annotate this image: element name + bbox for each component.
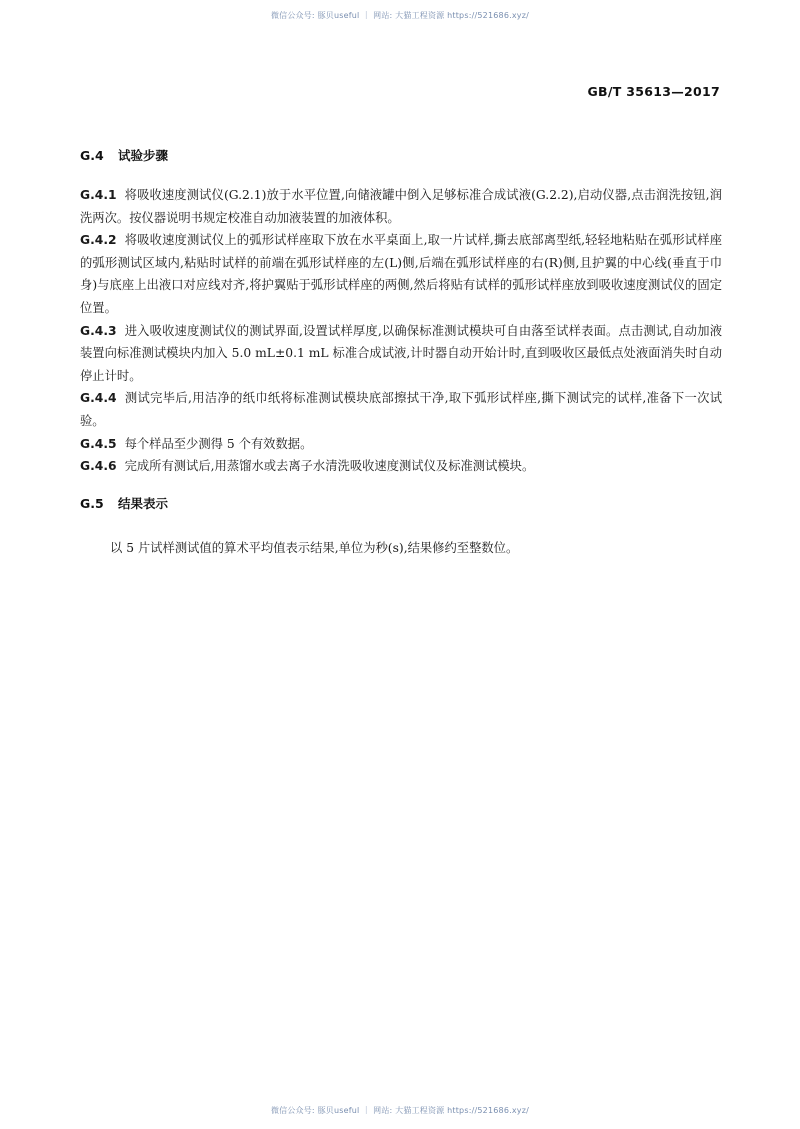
clause-number: G.4.5 [80, 436, 117, 451]
clause-text: 每个样品至少测得 5 个有效数据。 [124, 436, 313, 451]
section-title: 结果表示 [118, 496, 169, 511]
result-statement: 以 5 片试样测试值的算术平均值表示结果,单位为秒(s),结果修约至整数位。 [110, 541, 519, 555]
watermark-bottom: 微信公众号: 豚贝useful ｜ 网站: 大猫工程资源 https://521686.xyz/ [270, 1106, 530, 1115]
clause-g4-6 [80, 455, 722, 478]
standard-number: GB/T 35613—2017 [587, 84, 720, 99]
clause-g4-2 [80, 229, 722, 319]
section-number: G.4 [80, 148, 104, 163]
section-title: 试验步骤 [118, 148, 169, 163]
section-heading-g5 [80, 494, 168, 512]
watermark-top: 微信公众号: 豚贝useful ｜ 网站: 大猫工程资源 https://521686.xyz/ [270, 11, 530, 20]
clause-g4-1 [80, 184, 722, 229]
clause-text: 将吸收速度测试仪(G.2.1)放于水平位置,向储液罐中倒入足够标准合成试液(G.2.2),启动仪器,点击润洗按钮,润洗两次。按仪器说明书规定校准自动加液装置的加液体积。 [80, 188, 722, 225]
section-heading-g4 [80, 146, 168, 164]
clause-text: 进入吸收速度测试仪的测试界面,设置试样厚度,以确保标准测试模块可自由落至试样表面。点击测试,自动加液装置向标准测试模块内加入 5.0 mL±0.1 mL 标准合成试液,计时器自动开始计时,直到吸收区最低点处液面消失时自动停止计时。 [80, 323, 722, 383]
clause-number: G.4.1 [80, 188, 117, 202]
clause-g4-5 [80, 433, 722, 456]
clause-number: G.4.2 [80, 233, 117, 248]
clause-text: 将吸收速度测试仪上的弧形试样座取下放在水平桌面上,取一片试样,撕去底部离型纸,轻轻地粘贴在弧形试样座的弧形测试区域内,粘贴时试样的前端在弧形试样座的左(L)侧,后端在弧形试样座的右(R)侧,且护翼的中心线(垂直于巾身)与底座上出液口对应线对齐,将护翼贴于弧形试样座的两侧,然后将贴有试样的弧形试样座放到吸收速度测试仪的固定位置。 [80, 233, 722, 315]
clause-text: 测试完毕后,用洁净的纸巾纸将标准测试模块底部擦拭干净,取下弧形试样座,撕下测试完的试样,准备下一次试验。 [80, 391, 722, 428]
clause-g4-3 [80, 320, 722, 388]
clause-g4-4 [80, 387, 722, 432]
clause-text: 完成所有测试后,用蒸馏水或去离子水清洗吸收速度测试仪及标准测试模块。 [124, 459, 535, 474]
clause-number: G.4.3 [80, 323, 117, 338]
section-number: G.5 [80, 496, 104, 511]
clause-list [80, 184, 722, 478]
clause-number: G.4.4 [80, 391, 117, 406]
clause-number: G.4.6 [80, 459, 117, 474]
